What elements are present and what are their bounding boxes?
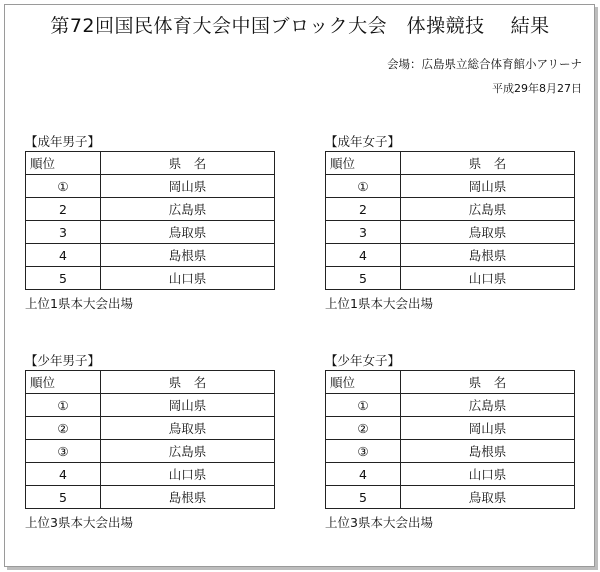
results-block-adult-men: [25, 133, 275, 312]
qualification-note: 上位1県本大会出場: [325, 296, 433, 311]
table-row: [26, 440, 275, 463]
table-header-row: [26, 152, 275, 175]
rank-cell: 5: [326, 486, 401, 509]
rank-cell: ①: [26, 394, 101, 417]
prefecture-cell: 島根県: [101, 244, 275, 267]
prefecture-cell: 広島県: [401, 198, 575, 221]
prefecture-cell: 島根県: [401, 244, 575, 267]
rank-cell: 5: [26, 486, 101, 509]
venue-text: 会場：広島県立総合体育館小アリーナ: [386, 57, 582, 71]
rank-cell: ②: [26, 417, 101, 440]
results-block-youth-women: [325, 352, 575, 531]
prefecture-cell: 広島県: [101, 198, 275, 221]
table-row: [326, 440, 575, 463]
table-row: [326, 486, 575, 509]
rank-cell: 2: [326, 198, 401, 221]
block-title: 【少年女子】: [325, 353, 401, 368]
rank-header: 順位: [26, 371, 101, 394]
prefecture-cell: 山口県: [401, 267, 575, 290]
rank-cell: ①: [26, 175, 101, 198]
table-row: [326, 463, 575, 486]
table-row: [326, 244, 575, 267]
table-row: [326, 221, 575, 244]
rank-cell: ①: [326, 175, 401, 198]
rank-header: 順位: [326, 152, 401, 175]
table-row: [26, 463, 275, 486]
rank-header: 順位: [26, 152, 101, 175]
table-row: [326, 394, 575, 417]
qualification-note: 上位3県本大会出場: [325, 515, 433, 530]
table-row: [26, 267, 275, 290]
results-block-youth-men: [25, 352, 275, 531]
prefecture-cell: 島根県: [101, 486, 275, 509]
results-table: [325, 151, 575, 290]
table-row: [26, 394, 275, 417]
results-block-adult-women: [325, 133, 575, 312]
prefecture-cell: 広島県: [401, 394, 575, 417]
table-row: [26, 244, 275, 267]
qualification-note: 上位3県本大会出場: [25, 515, 133, 530]
prefecture-cell: 山口県: [401, 463, 575, 486]
results-table: [25, 151, 275, 290]
table-row: [326, 198, 575, 221]
rank-cell: 5: [326, 267, 401, 290]
rank-cell: 4: [26, 463, 101, 486]
page-title: 第72回国民体育大会中国ブロック大会 体操競技 結果: [50, 15, 550, 37]
prefecture-cell: 山口県: [101, 267, 275, 290]
prefecture-header: 県 名: [401, 152, 575, 175]
rank-cell: ①: [326, 394, 401, 417]
prefecture-cell: 岡山県: [101, 394, 275, 417]
table-row: [326, 175, 575, 198]
table-row: [26, 486, 275, 509]
block-title: 【成年女子】: [325, 134, 401, 149]
rank-cell: ③: [326, 440, 401, 463]
rank-cell: 3: [326, 221, 401, 244]
prefecture-header: 県 名: [101, 152, 275, 175]
prefecture-cell: 岡山県: [401, 175, 575, 198]
rank-header: 順位: [326, 371, 401, 394]
table-row: [26, 175, 275, 198]
results-table: [25, 370, 275, 509]
rank-cell: 2: [26, 198, 101, 221]
table-header-row: [26, 371, 275, 394]
block-title: 【少年男子】: [25, 353, 101, 368]
block-title: 【成年男子】: [25, 134, 101, 149]
prefecture-cell: 岡山県: [101, 175, 275, 198]
rank-cell: 3: [26, 221, 101, 244]
table-row: [326, 417, 575, 440]
prefecture-cell: 鳥取県: [401, 221, 575, 244]
rank-cell: 5: [26, 267, 101, 290]
prefecture-cell: 鳥取県: [401, 486, 575, 509]
prefecture-cell: 鳥取県: [101, 417, 275, 440]
table-header-row: [326, 371, 575, 394]
prefecture-header: 県 名: [101, 371, 275, 394]
qualification-note: 上位1県本大会出場: [25, 296, 133, 311]
prefecture-cell: 鳥取県: [101, 221, 275, 244]
table-header-row: [326, 152, 575, 175]
prefecture-cell: 広島県: [101, 440, 275, 463]
prefecture-header: 県 名: [401, 371, 575, 394]
prefecture-cell: 岡山県: [401, 417, 575, 440]
prefecture-cell: 島根県: [401, 440, 575, 463]
table-row: [26, 417, 275, 440]
prefecture-cell: 山口県: [101, 463, 275, 486]
rank-cell: ②: [326, 417, 401, 440]
date-text: 平成29年8月27日: [492, 82, 582, 95]
rank-cell: 4: [26, 244, 101, 267]
table-row: [26, 221, 275, 244]
rank-cell: 4: [326, 463, 401, 486]
rank-cell: ③: [26, 440, 101, 463]
results-table: [325, 370, 575, 509]
table-row: [326, 267, 575, 290]
rank-cell: 4: [326, 244, 401, 267]
table-row: [26, 198, 275, 221]
